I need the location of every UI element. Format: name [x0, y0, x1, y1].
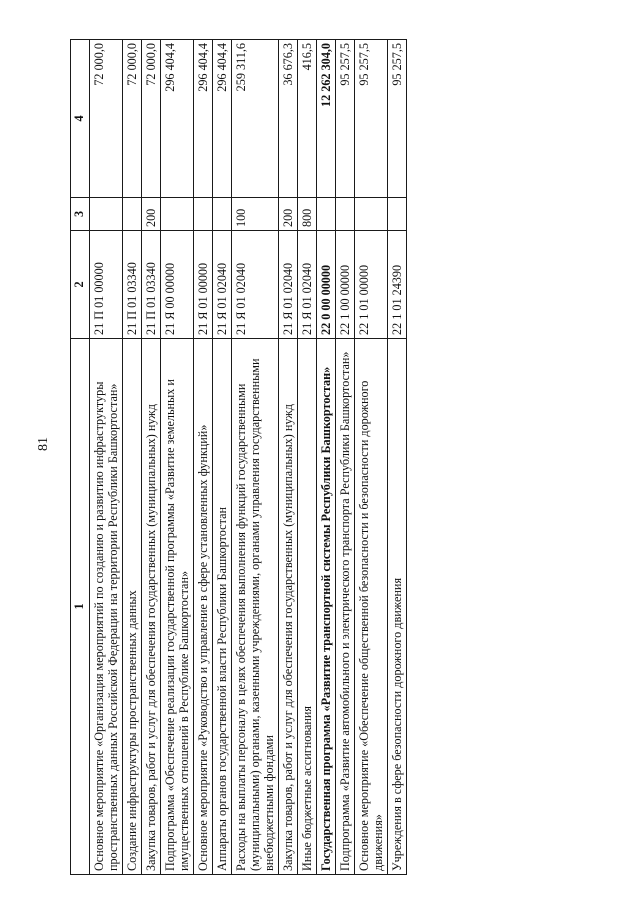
row-code-cell: 22 1 01 24390 [388, 231, 407, 339]
row-type-cell [194, 198, 213, 231]
row-code-cell: 22 1 01 00000 [355, 231, 388, 339]
row-type-cell [90, 198, 123, 231]
row-code-cell: 21 П 01 03340 [142, 231, 161, 339]
row-name-cell: Основное мероприятие «Обеспечение общественной безопасности и безопасности дорожного движения» [355, 339, 388, 875]
row-type-cell [213, 198, 232, 231]
row-name-cell: Основное мероприятие «Организация мероприятий по созданию и развитию инфраструктуры пространственных данных Российской Федерации на территории Республики Башкортостан» [90, 339, 123, 875]
table-row [232, 40, 279, 875]
row-name-cell: Учреждения в сфере безопасности дорожного движения [388, 339, 407, 875]
row-type-cell [355, 198, 388, 231]
row-amount-cell: 72 000,0 [90, 40, 123, 198]
rotated-page [70, 40, 552, 875]
row-code-cell: 21 П 01 03340 [123, 231, 142, 339]
table-row [90, 40, 123, 875]
header-col-4: 4 [71, 40, 90, 198]
row-amount-cell: 296 404,4 [213, 40, 232, 198]
row-amount-cell: 296 404,4 [194, 40, 213, 198]
row-code-cell: 21 Я 00 00000 [161, 231, 194, 339]
table-row [161, 40, 194, 875]
header-col-1: 1 [71, 339, 90, 875]
row-code-cell: 21 Я 01 02040 [213, 231, 232, 339]
row-amount-cell: 259 311,6 [232, 40, 279, 198]
row-amount-cell: 72 000,0 [123, 40, 142, 198]
row-code-cell: 21 Я 01 02040 [298, 231, 317, 339]
row-name-cell: Аппараты органов государственной власти Республики Башкортостан [213, 339, 232, 875]
row-type-cell [388, 198, 407, 231]
header-row [71, 40, 90, 875]
row-amount-cell: 95 257,5 [388, 40, 407, 198]
row-type-cell [123, 198, 142, 231]
table-row [194, 40, 213, 875]
table-row [123, 40, 142, 875]
table-row [355, 40, 388, 875]
table-row [317, 40, 336, 875]
row-name-cell: Расходы на выплаты персоналу в целях обеспечения выполнения функций государственными (муниципальными) органами, казенными учреждениями, органами управления государственными внебюджетными фондами [232, 339, 279, 875]
row-type-cell: 200 [279, 198, 298, 231]
header-col-3: 3 [71, 198, 90, 231]
row-amount-cell: 416,5 [298, 40, 317, 198]
row-name-cell: Подпрограмма «Обеспечение реализации государственной программы «Развитие земельных и имущественных отношений в Республике Башкортостан» [161, 339, 194, 875]
row-amount-cell: 296 404,4 [161, 40, 194, 198]
row-code-cell: 22 0 00 00000 [317, 231, 336, 339]
table-row [213, 40, 232, 875]
page-number [32, 424, 56, 464]
budget-table [70, 39, 407, 875]
row-code-cell: 21 Я 01 02040 [279, 231, 298, 339]
row-name-cell: Иные бюджетные ассигнования [298, 339, 317, 875]
row-amount-cell: 95 257,5 [355, 40, 388, 198]
row-name-cell: Закупка товаров, работ и услуг для обеспечения государственных (муниципальных) нужд [142, 339, 161, 875]
table-body [90, 40, 407, 875]
document-area [70, 40, 552, 875]
table-row [298, 40, 317, 875]
row-type-cell [336, 198, 355, 231]
row-type-cell: 200 [142, 198, 161, 231]
row-name-cell: Закупка товаров, работ и услуг для обеспечения государственных (муниципальных) нужд [279, 339, 298, 875]
row-type-cell: 800 [298, 198, 317, 231]
table-row [279, 40, 298, 875]
row-code-cell: 22 1 00 00000 [336, 231, 355, 339]
row-amount-cell: 12 262 304,0 [317, 40, 336, 198]
row-name-cell: Подпрограмма «Развитие автомобильного и электрического транспорта Республики Башкортостан» [336, 339, 355, 875]
row-code-cell: 21 Я 01 00000 [194, 231, 213, 339]
header-col-2: 2 [71, 231, 90, 339]
row-type-cell: 100 [232, 198, 279, 231]
row-code-cell: 21 П 01 00000 [90, 231, 123, 339]
table-row [388, 40, 407, 875]
row-amount-cell: 95 257,5 [336, 40, 355, 198]
page-number-text: 81 [36, 437, 51, 451]
row-type-cell [317, 198, 336, 231]
table-row [142, 40, 161, 875]
table-row [336, 40, 355, 875]
row-amount-cell: 36 676,3 [279, 40, 298, 198]
row-type-cell [161, 198, 194, 231]
row-amount-cell: 72 000,0 [142, 40, 161, 198]
row-code-cell: 21 Я 01 02040 [232, 231, 279, 339]
row-name-cell: Создание инфраструктуры пространственных данных [123, 339, 142, 875]
row-name-cell: Государственная программа «Развитие транспортной системы Республики Башкортостан» [317, 339, 336, 875]
row-name-cell: Основное мероприятие «Руководство и управление в сфере установленных функций» [194, 339, 213, 875]
